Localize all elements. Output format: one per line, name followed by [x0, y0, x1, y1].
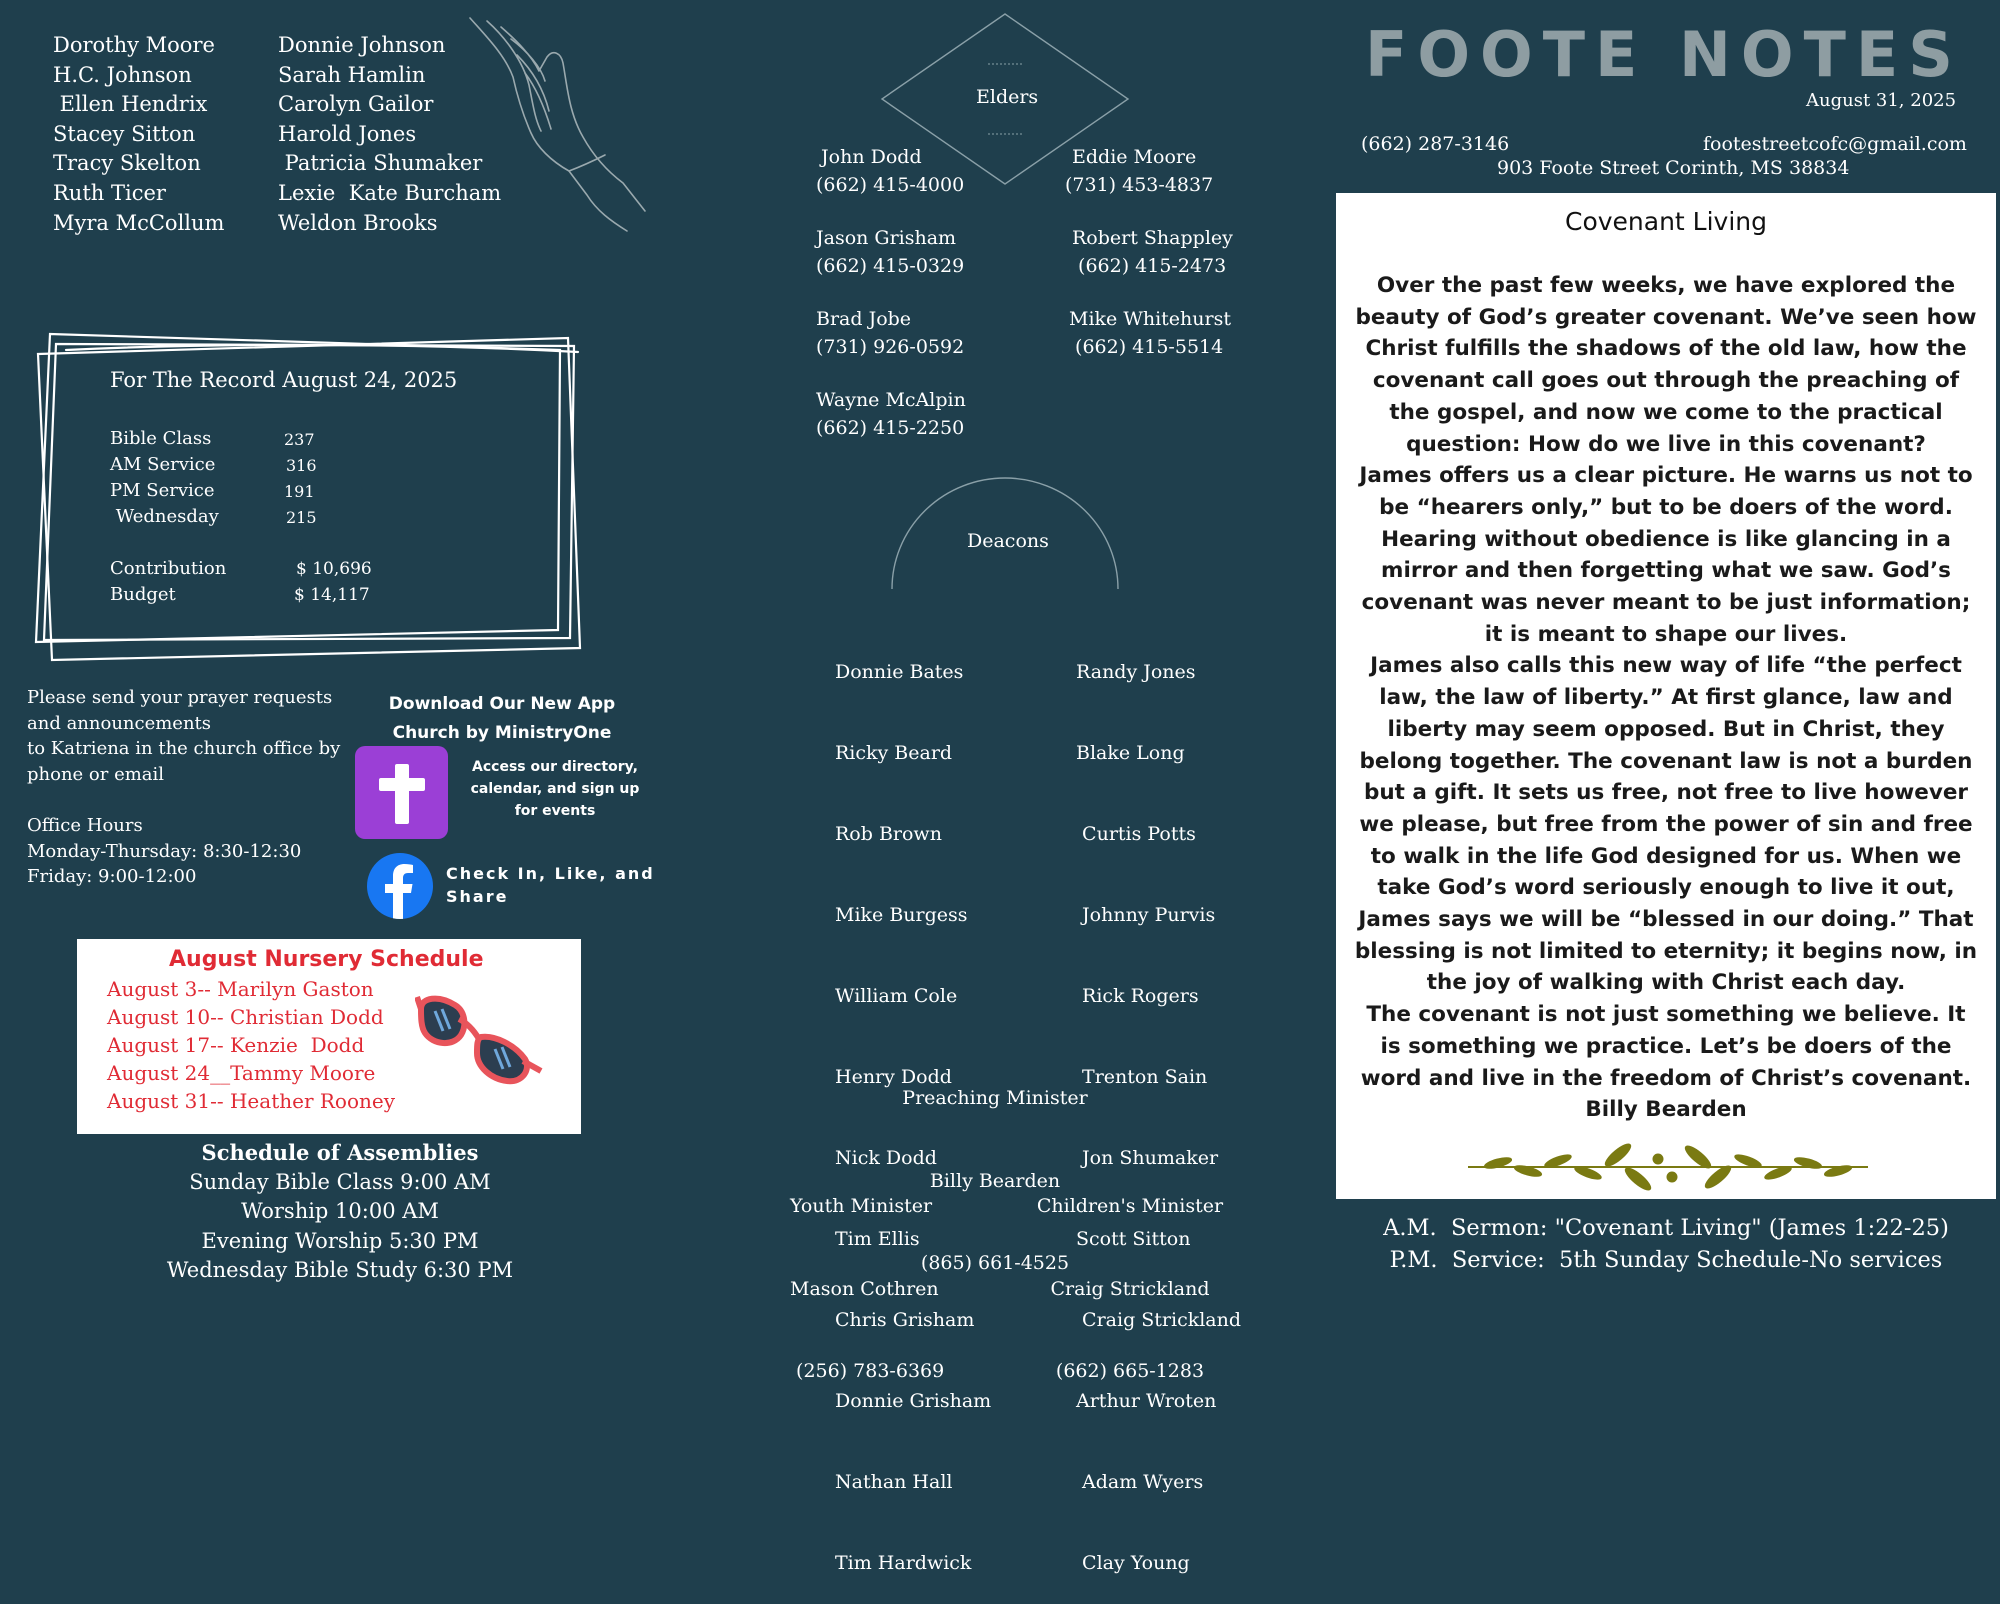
minister-phone: (662) 665-1283: [1055, 1360, 1205, 1382]
article-line: it is meant to shape our lives.: [1484, 621, 1848, 647]
elder-name: Eddie Moore: [1072, 146, 1197, 168]
article-body: [1336, 270, 1996, 1126]
article-line: covenant was never meant to be just information;: [1361, 590, 1971, 616]
article-line: blessing is not limited to eternity; it begins now, in: [1354, 938, 1978, 964]
deacon-name: Chris Grisham: [835, 1309, 975, 1331]
olive-branch-icon: [1458, 1137, 1878, 1197]
minister-title: Children's Minister: [1036, 1195, 1224, 1217]
prayer-name: Patricia Shumaker: [278, 151, 483, 176]
prayer-name: H.C. Johnson: [53, 62, 192, 87]
church-phone: (662) 287-3146: [1361, 133, 1510, 155]
deacon-name: Trenton Sain: [1076, 1066, 1208, 1088]
record-label: Wednesday: [110, 506, 219, 527]
article-line: liberty may seem opposed. But in Christ, they: [1387, 716, 1945, 742]
app-promo: [362, 690, 642, 748]
record-value: 316: [286, 456, 317, 475]
prayer-name: Stacey Sitton: [53, 121, 196, 146]
note-line: phone or email: [27, 763, 165, 785]
prayer-name: Harold Jones: [278, 121, 417, 146]
elder-name: Brad Jobe: [816, 308, 912, 330]
article-line: take God’s word seriously enough to live it out,: [1377, 875, 1955, 901]
deacon-name: Adam Wyers: [1076, 1471, 1204, 1493]
minister-name: Billy Bearden: [929, 1169, 1061, 1192]
record-value: $ 10,696: [296, 559, 372, 579]
article-box: [1336, 193, 1996, 1199]
cross-icon: [395, 764, 409, 824]
deacon-name: Donnie Grisham: [835, 1390, 992, 1412]
nursery-item: August 10-- Christian Dodd: [107, 1005, 384, 1029]
article-line: beauty of God’s greater covenant. We’ve seen how: [1355, 304, 1977, 330]
deacon-name: Rob Brown: [835, 823, 942, 845]
article-line: James says we will be “blessed in our doing.” That: [1358, 907, 1974, 933]
minister-name: Craig Strickland: [1050, 1277, 1210, 1300]
office-hours-line: Monday-Thursday: 8:30-12:30: [27, 840, 302, 862]
nursery-item: August 24__Tammy Moore: [107, 1061, 376, 1085]
am-sermon: A.M. Sermon: "Covenant Living" (James 1:22-25): [1383, 1215, 1949, 1241]
deacon-name: Nathan Hall: [835, 1471, 953, 1493]
prayer-name: Ellen Hendrix: [53, 92, 208, 117]
deacon-name: Scott Sitton: [1076, 1228, 1191, 1250]
note-line: to Katriena in the church office by: [27, 738, 341, 760]
childrens-minister: [1030, 1138, 1230, 1413]
app-desc-line: for events: [514, 803, 596, 819]
article-line: law, the law of liberty.” At first glance, law and: [1379, 685, 1953, 711]
app-heading: Download Our New App: [388, 694, 616, 714]
record-value: 215: [286, 508, 317, 527]
elder-phone: (662) 415-5514: [1069, 336, 1224, 358]
article-title: Covenant Living: [1564, 207, 1767, 236]
article-line: Hearing without obedience is like glancing in a: [1381, 526, 1951, 552]
app-desc-line: Access our directory,: [472, 759, 638, 775]
newsletter-title: FOOTE NOTES: [1365, 18, 1963, 91]
nursery-item: August 17-- Kenzie Dodd: [107, 1033, 365, 1057]
deacon-name: Donnie Bates: [835, 661, 964, 683]
deacon-name: Mike Burgess: [835, 904, 968, 926]
article-line: belong together. The covenant law is not a burden: [1359, 748, 1973, 774]
elder-phone: (731) 453-4837: [1065, 174, 1214, 196]
note-line: and announcements: [27, 712, 212, 734]
article-line: the joy of walking with Christ each day.: [1426, 970, 1906, 996]
app-name: Church by MinistryOne: [392, 723, 612, 743]
elder-phone: (662) 415-4000: [816, 174, 965, 196]
record-value: 191: [284, 482, 315, 501]
facebook-icon[interactable]: [367, 853, 433, 919]
elder-phone: (662) 415-0329: [816, 255, 965, 277]
deacon-name: Curtis Potts: [1076, 823, 1196, 845]
deacon-name: Blake Long: [1076, 742, 1185, 764]
assembly-item: Wednesday Bible Study 6:30 PM: [166, 1258, 514, 1282]
deacon-name: Nick Dodd: [835, 1147, 937, 1169]
prayer-request-note: [27, 685, 340, 890]
deacon-name: Johnny Purvis: [1076, 904, 1216, 926]
pm-service: P.M. Service: 5th Sunday Schedule-No services: [1389, 1247, 1943, 1273]
sunglasses-icon: [415, 989, 543, 1089]
facebook-line: Check In, Like, and: [446, 864, 655, 883]
deacon-name: Craig Strickland: [1076, 1309, 1242, 1331]
article-line: Christ fulfills the shadows of the old law, how the: [1365, 336, 1967, 362]
record-label: Budget: [110, 584, 176, 605]
facebook-text: [446, 862, 655, 908]
record-value: 237: [284, 430, 315, 449]
article-line: The covenant is not just something we believe. It: [1366, 1002, 1966, 1028]
article-line: but a gift. It sets us free, not free to live however: [1363, 780, 1969, 806]
minister-title: Youth Minister: [790, 1195, 933, 1217]
minister-name: Mason Cothren: [790, 1277, 939, 1300]
article-author: Billy Bearden: [1585, 1097, 1747, 1123]
minister-phone: (256) 783-6369: [790, 1360, 945, 1382]
elder-phone: (731) 926-0592: [816, 336, 965, 358]
deacon-name: Tim Ellis: [835, 1228, 920, 1250]
record-label: AM Service: [110, 454, 216, 475]
prayer-name: Tracy Skelton: [53, 151, 201, 176]
app-desc-line: calendar, and sign up: [470, 781, 640, 797]
article-line: the gospel, and now we come to the practical: [1389, 399, 1943, 425]
article-line: is something we practice. Let’s be doers of the: [1380, 1033, 1952, 1059]
sermon-info: [1336, 1212, 1996, 1276]
article-line: to walk in the life God designed for us. When we: [1370, 843, 1962, 869]
article-line: Over the past few weeks, we have explored the: [1376, 273, 1956, 298]
article-line: be “hearers only,” but to be doers of the word.: [1379, 494, 1953, 520]
church-email: footestreetcofc@gmail.com: [1703, 133, 1967, 155]
deacons-heading: Deacons: [967, 530, 1049, 552]
deacon-name: Rick Rogers: [1076, 985, 1199, 1007]
elders-heading: Elders: [976, 86, 1039, 108]
article-line: James also calls this new way of life “the perfect: [1370, 653, 1962, 679]
deacon-name: Clay Young: [1076, 1552, 1190, 1574]
article-line: James offers us a clear picture. He warns us not to: [1359, 463, 1973, 489]
prayer-name: Myra McCollum: [53, 210, 225, 235]
prayer-name: Dorothy Moore: [53, 33, 215, 57]
elder-name: Wayne McAlpin: [816, 389, 966, 411]
nursery-schedule: [77, 939, 581, 1134]
prayer-name: Donnie Johnson: [278, 33, 446, 57]
office-hours-line: Friday: 9:00-12:00: [27, 866, 197, 888]
article-line: covenant call goes out through the preaching of: [1372, 368, 1960, 394]
record-value: $ 14,117: [294, 585, 370, 605]
youth-minister: [790, 1138, 944, 1413]
elder-phone: (662) 415-2473: [1072, 255, 1227, 277]
record-label: PM Service: [110, 480, 215, 501]
article-line: we please, but free from the power of sin and free: [1359, 811, 1973, 837]
prayer-list-col1: [53, 31, 224, 238]
elder-name: John Dodd: [815, 146, 922, 168]
office-hours-title: Office Hours: [27, 814, 143, 836]
deacon-name: Tim Hardwick: [835, 1552, 972, 1574]
prayer-name: Lexie Kate Burcham: [278, 180, 502, 205]
elder-name: Robert Shappley: [1072, 227, 1233, 249]
deacon-name: Henry Dodd: [835, 1066, 952, 1088]
record-label: Contribution: [110, 558, 227, 579]
nursery-item: August 31-- Heather Rooney: [107, 1089, 396, 1113]
issue-date: August 31, 2025: [1806, 90, 1957, 111]
article-line: word and live in the freedom of Christ’s covenant.: [1360, 1065, 1972, 1091]
article-line: question: How do we live in this covenant?: [1406, 431, 1926, 457]
note-line: Please send your prayer requests: [27, 687, 333, 708]
church-address: 903 Foote Street Corinth, MS 38834: [1497, 157, 1850, 179]
deacon-name: Jon Shumaker: [1076, 1147, 1219, 1169]
prayer-name: Sarah Hamlin: [278, 62, 426, 87]
praying-hands-icon: [465, 15, 665, 235]
church-app-icon[interactable]: [355, 746, 448, 839]
article-line: mirror and then forgetting what we saw. God’s: [1381, 558, 1951, 584]
minister-title: Preaching Minister: [902, 1087, 1088, 1109]
record-label: Bible Class: [110, 428, 212, 449]
deacon-name: Randy Jones: [1076, 661, 1196, 683]
elder-phone: (662) 415-2250: [816, 417, 965, 439]
elder-name: Jason Grisham: [816, 227, 957, 249]
nursery-title: August Nursery Schedule: [169, 947, 484, 972]
record-title: For The Record August 24, 2025: [110, 368, 458, 392]
facebook-line: Share: [446, 887, 509, 906]
deacon-name: William Cole: [835, 985, 958, 1007]
prayer-name: Carolyn Gailor: [278, 92, 434, 117]
app-description: [460, 756, 650, 822]
assemblies-title: Schedule of Assemblies: [201, 1140, 479, 1165]
assembly-item: Sunday Bible Class 9:00 AM: [189, 1169, 491, 1194]
nursery-item: August 3-- Marilyn Gaston: [107, 977, 374, 1001]
prayer-name: Weldon Brooks: [278, 210, 438, 235]
minister-phone: (865) 661-4525: [920, 1252, 1070, 1274]
schedule-of-assemblies: [140, 1138, 540, 1286]
elder-name: Mike Whitehurst: [1069, 308, 1231, 330]
deacon-name: Arthur Wroten: [1076, 1390, 1217, 1412]
prayer-name: Ruth Ticer: [53, 180, 166, 205]
assembly-item: Evening Worship 5:30 PM: [201, 1228, 479, 1253]
deacon-name: Ricky Beard: [835, 742, 953, 764]
assembly-item: Worship 10:00 AM: [241, 1199, 439, 1223]
